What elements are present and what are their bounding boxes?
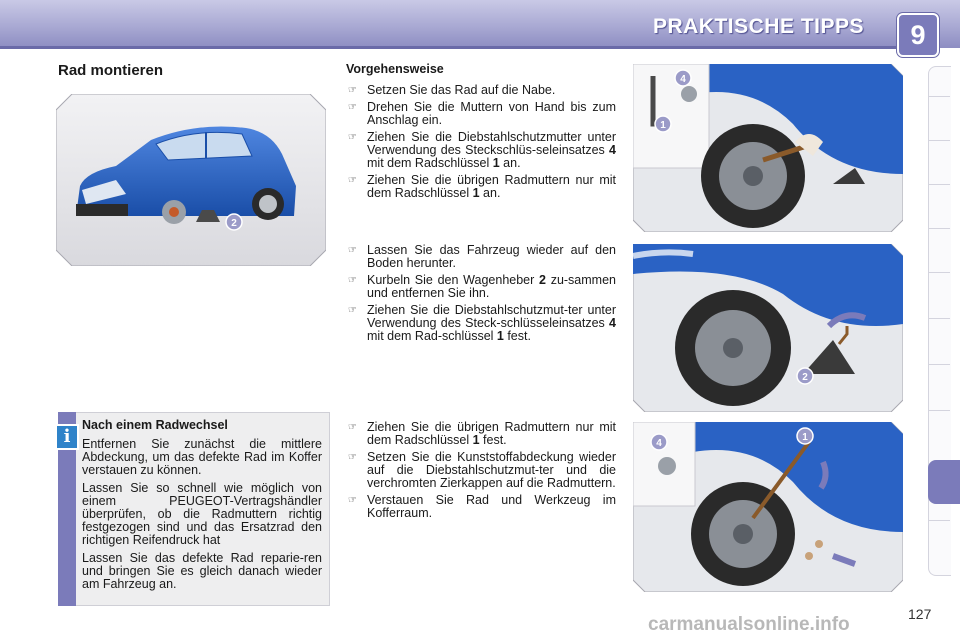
tighten-nuts-illustration xyxy=(633,64,903,232)
procedure-steps-group-3 xyxy=(348,421,616,524)
procedure-step: ☞ Drehen Sie die Muttern von Hand bis zum Anschlag ein. xyxy=(348,100,616,127)
callout-4-icon xyxy=(675,70,691,86)
tab-divider xyxy=(928,520,950,521)
page-number: 127 xyxy=(908,606,932,622)
tab-divider xyxy=(928,318,950,319)
section-title: Rad montieren xyxy=(58,62,164,79)
callout-2-icon xyxy=(797,368,813,384)
pointing-hand-icon: ☞ xyxy=(348,305,357,316)
callout-4-icon xyxy=(651,434,667,450)
procedure-step: ☞ Lassen Sie das Fahrzeug wieder auf den Boden herunter. xyxy=(348,243,616,270)
tab-divider xyxy=(928,364,950,365)
procedure-steps-group-1 xyxy=(348,84,616,204)
header-rule xyxy=(0,46,900,49)
info-paragraph: Lassen Sie so schnell wie möglich von einem PEUGEOT-Vertragshändler überprüfen, ob die Radmuttern richtig festgezogen sind und das Ersatzrad den richtigen Reifendruck hat xyxy=(82,481,322,547)
callout-2-icon xyxy=(226,214,242,230)
pointing-hand-icon: ☞ xyxy=(348,452,357,463)
procedure-step: ☞ Setzen Sie die Kunststoffabdeckung wieder auf die Diebstahlschutzmut-ter und die verchromten Zierkappen auf die Radmuttern. xyxy=(348,450,616,490)
pointing-hand-icon: ☞ xyxy=(348,245,357,256)
pointing-hand-icon: ☞ xyxy=(348,422,357,433)
svg-text:4: 4 xyxy=(680,74,686,85)
watermark: carmanualsonline.info xyxy=(648,614,850,635)
procedure-step: ☞ Ziehen Sie die übrigen Radmuttern nur mit dem Radschlüssel 1 an. xyxy=(348,173,616,200)
page-header-title: PRAKTISCHE TIPPS xyxy=(652,15,864,38)
active-chapter-tab xyxy=(928,460,960,504)
svg-text:4: 4 xyxy=(656,438,662,449)
procedure-steps-group-2 xyxy=(348,244,616,347)
info-paragraph: Lassen Sie das defekte Rad reparie-ren und bringen Sie es gleich danach wieder am Fahrzeug an. xyxy=(82,551,322,591)
tab-divider xyxy=(928,410,950,411)
procedure-step: ☞ Kurbeln Sie den Wagenheber 2 zu-sammen und entfernen Sie ihn. xyxy=(348,273,616,300)
svg-text:2: 2 xyxy=(802,372,808,383)
refit-covers-illustration xyxy=(633,422,903,592)
procedure-step: ☞ Setzen Sie das Rad auf die Nabe. xyxy=(348,83,556,97)
car-on-jack-illustration xyxy=(56,94,326,266)
lower-vehicle-illustration xyxy=(633,244,903,412)
tab-divider xyxy=(928,272,950,273)
info-content xyxy=(82,419,322,596)
info-icon: i xyxy=(55,424,79,450)
tab-divider xyxy=(928,184,950,185)
tab-divider xyxy=(928,96,950,97)
chapter-number-badge: 9 xyxy=(897,13,939,57)
procedure-title: Vorgehensweise xyxy=(346,62,444,76)
callout-1-icon xyxy=(655,116,671,132)
svg-text:2: 2 xyxy=(231,218,237,229)
info-title: Nach einem Radwechsel xyxy=(82,418,228,432)
pointing-hand-icon: ☞ xyxy=(348,132,357,143)
tab-divider xyxy=(928,140,950,141)
pointing-hand-icon: ☞ xyxy=(348,85,357,96)
pointing-hand-icon: ☞ xyxy=(348,102,357,113)
info-paragraph: Entfernen Sie zunächst die mittlere Abdeckung, um das defekte Rad im Koffer verstauen zu können. xyxy=(82,437,322,477)
pointing-hand-icon: ☞ xyxy=(348,175,357,186)
svg-text:1: 1 xyxy=(660,120,666,131)
svg-text:1: 1 xyxy=(802,432,808,443)
procedure-step: ☞ Verstauen Sie Rad und Werkzeug im Kofferraum. xyxy=(348,493,616,520)
callout-1-icon xyxy=(797,428,813,444)
pointing-hand-icon: ☞ xyxy=(348,495,357,506)
procedure-step: ☞ Ziehen Sie die Diebstahlschutzmutter unter Verwendung des Steckschlüs-seleinsatzes 4 mit dem Radschlüssel 1 an. xyxy=(348,130,616,170)
tab-divider xyxy=(928,228,950,229)
procedure-step: ☞ Ziehen Sie die Diebstahlschutzmut-ter unter Verwendung des Steck-schlüsseleinsatzes 4 mit dem Rad-schlüssel 1 fest. xyxy=(348,303,616,343)
procedure-step: ☞ Ziehen Sie die übrigen Radmuttern nur mit dem Radschlüssel 1 fest. xyxy=(348,420,616,447)
pointing-hand-icon: ☞ xyxy=(348,275,357,286)
